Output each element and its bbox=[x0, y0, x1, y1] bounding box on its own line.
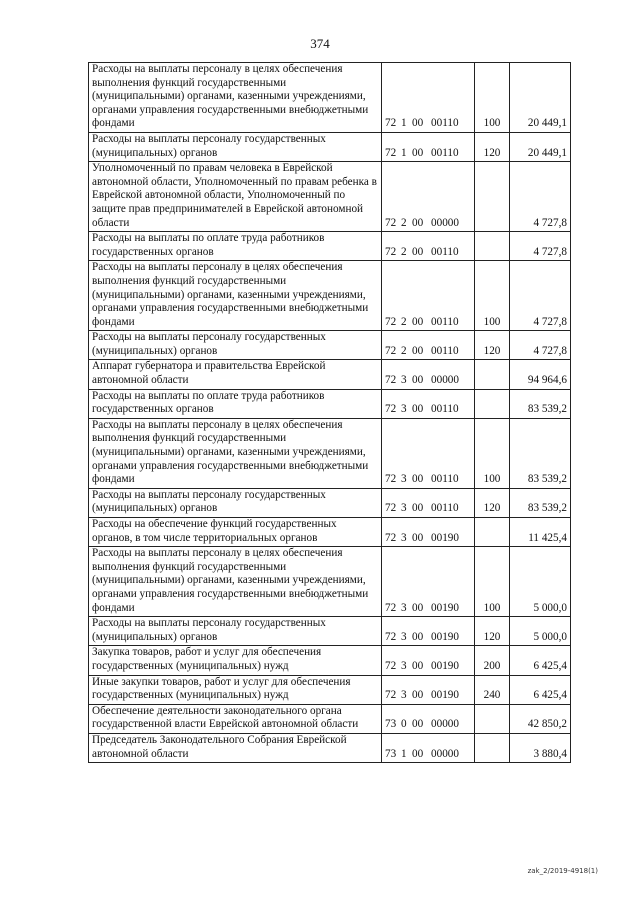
code-direction: 00190 bbox=[431, 630, 459, 643]
code-direction: 00000 bbox=[431, 747, 459, 760]
code-subprogram: 1 bbox=[401, 146, 407, 159]
table-row bbox=[89, 547, 571, 617]
table-row bbox=[89, 518, 571, 547]
code-program: 72 bbox=[385, 344, 397, 357]
code-group: 00 bbox=[412, 502, 424, 515]
amount-cell: 6 425,4 bbox=[510, 675, 571, 704]
table-row bbox=[89, 232, 571, 261]
code-subprogram: 1 bbox=[401, 747, 407, 760]
code-subprogram: 2 bbox=[401, 245, 407, 258]
code-group: 00 bbox=[412, 374, 424, 387]
target-article-code-cell bbox=[382, 232, 475, 261]
expense-type-cell bbox=[475, 162, 510, 232]
budget-table bbox=[88, 62, 571, 763]
code-program: 72 bbox=[385, 689, 397, 702]
code-group: 00 bbox=[412, 718, 424, 731]
amount-cell: 83 539,2 bbox=[510, 488, 571, 517]
code-group: 00 bbox=[412, 659, 424, 672]
budget-table-body bbox=[89, 63, 571, 763]
code-group: 00 bbox=[412, 117, 424, 130]
code-group: 00 bbox=[412, 245, 424, 258]
amount-cell: 83 539,2 bbox=[510, 418, 571, 488]
expense-type-cell bbox=[475, 704, 510, 733]
amount-cell: 4 727,8 bbox=[510, 162, 571, 232]
amount-cell: 20 449,1 bbox=[510, 63, 571, 133]
code-group: 00 bbox=[412, 601, 424, 614]
code-direction: 00110 bbox=[431, 146, 459, 159]
amount-cell: 11 425,4 bbox=[510, 518, 571, 547]
code-subprogram: 3 bbox=[401, 659, 407, 672]
expense-name-cell: Расходы на выплаты по оплате труда работников государственных органов bbox=[89, 232, 382, 261]
table-row bbox=[89, 389, 571, 418]
expense-name-cell: Обеспечение деятельности законодательного органа государственной власти Еврейской автономной области bbox=[89, 704, 382, 733]
code-subprogram: 3 bbox=[401, 601, 407, 614]
code-direction: 00000 bbox=[431, 718, 459, 731]
code-program: 72 bbox=[385, 659, 397, 672]
expense-type-cell bbox=[475, 389, 510, 418]
expense-name-cell: Иные закупки товаров, работ и услуг для обеспечения государственных (муниципальных) нужд bbox=[89, 675, 382, 704]
code-subprogram: 3 bbox=[401, 374, 407, 387]
table-row bbox=[89, 617, 571, 646]
code-program: 73 bbox=[385, 718, 397, 731]
code-group: 00 bbox=[412, 315, 424, 328]
code-group: 00 bbox=[412, 216, 424, 229]
code-direction: 00110 bbox=[431, 502, 459, 515]
code-direction: 00000 bbox=[431, 216, 459, 229]
code-program: 72 bbox=[385, 473, 397, 486]
code-direction: 00190 bbox=[431, 531, 459, 544]
table-row bbox=[89, 733, 571, 762]
page-number: 374 bbox=[310, 36, 330, 51]
expense-type-cell: 240 bbox=[475, 675, 510, 704]
expense-type-cell: 120 bbox=[475, 132, 510, 161]
code-subprogram: 2 bbox=[401, 344, 407, 357]
code-program: 72 bbox=[385, 146, 397, 159]
code-group: 00 bbox=[412, 531, 424, 544]
code-group: 00 bbox=[412, 473, 424, 486]
code-group: 00 bbox=[412, 630, 424, 643]
code-subprogram: 3 bbox=[401, 531, 407, 544]
target-article-code-cell bbox=[382, 162, 475, 232]
table-row bbox=[89, 704, 571, 733]
code-subprogram: 1 bbox=[401, 117, 407, 130]
code-group: 00 bbox=[412, 344, 424, 357]
code-program: 72 bbox=[385, 601, 397, 614]
code-direction: 00190 bbox=[431, 659, 459, 672]
expense-name-cell: Расходы на обеспечение функций государственных органов, в том числе территориальных органов bbox=[89, 518, 382, 547]
code-direction: 00110 bbox=[431, 245, 459, 258]
code-subprogram: 3 bbox=[401, 403, 407, 416]
expense-type-cell: 200 bbox=[475, 646, 510, 675]
expense-name-cell: Уполномоченный по правам человека в Еврейской автономной области, Уполномоченный по правам ребенка в Еврейской автономной области, Уполномоченный по защите прав предпринимателей в Еврейской автономной области bbox=[89, 162, 382, 232]
code-program: 72 bbox=[385, 216, 397, 229]
amount-cell: 5 000,0 bbox=[510, 547, 571, 617]
code-direction: 00000 bbox=[431, 374, 459, 387]
code-direction: 00190 bbox=[431, 689, 459, 702]
table-row bbox=[89, 132, 571, 161]
code-program: 72 bbox=[385, 630, 397, 643]
expense-name-cell: Расходы на выплаты персоналу государственных (муниципальных) органов bbox=[89, 132, 382, 161]
target-article-code-cell bbox=[382, 331, 475, 360]
code-subprogram: 2 bbox=[401, 216, 407, 229]
target-article-code-cell bbox=[382, 389, 475, 418]
expense-name-cell: Председатель Законодательного Собрания Еврейской автономной области bbox=[89, 733, 382, 762]
code-program: 72 bbox=[385, 315, 397, 328]
target-article-code-cell bbox=[382, 488, 475, 517]
amount-cell: 83 539,2 bbox=[510, 389, 571, 418]
expense-name-cell: Расходы на выплаты персоналу в целях обеспечения выполнения функций государственными (муниципальными) органами, казенными учреждениями, органами управления государственными внебюджетными фондами bbox=[89, 547, 382, 617]
target-article-code-cell bbox=[382, 360, 475, 389]
target-article-code-cell bbox=[382, 518, 475, 547]
target-article-code-cell bbox=[382, 132, 475, 161]
amount-cell: 3 880,4 bbox=[510, 733, 571, 762]
expense-type-cell: 100 bbox=[475, 261, 510, 331]
expense-name-cell: Расходы на выплаты персоналу государственных (муниципальных) органов bbox=[89, 331, 382, 360]
code-direction: 00110 bbox=[431, 473, 459, 486]
expense-type-cell: 120 bbox=[475, 617, 510, 646]
expense-name-cell: Аппарат губернатора и правительства Еврейской автономной области bbox=[89, 360, 382, 389]
amount-cell: 4 727,8 bbox=[510, 232, 571, 261]
expense-type-cell: 100 bbox=[475, 547, 510, 617]
table-row bbox=[89, 360, 571, 389]
expense-name-cell: Расходы на выплаты персоналу государственных (муниципальных) органов bbox=[89, 488, 382, 517]
code-subprogram: 3 bbox=[401, 473, 407, 486]
code-program: 72 bbox=[385, 374, 397, 387]
expense-type-cell: 100 bbox=[475, 418, 510, 488]
code-program: 72 bbox=[385, 502, 397, 515]
code-program: 72 bbox=[385, 245, 397, 258]
code-group: 00 bbox=[412, 403, 424, 416]
expense-type-cell: 100 bbox=[475, 63, 510, 133]
expense-name-cell: Расходы на выплаты персоналу государственных (муниципальных) органов bbox=[89, 617, 382, 646]
expense-name-cell: Расходы на выплаты по оплате труда работников государственных органов bbox=[89, 389, 382, 418]
target-article-code-cell bbox=[382, 733, 475, 762]
table-row bbox=[89, 488, 571, 517]
target-article-code-cell bbox=[382, 617, 475, 646]
table-row bbox=[89, 261, 571, 331]
expense-name-cell: Расходы на выплаты персоналу в целях обеспечения выполнения функций государственными (муниципальными) органами, казенными учреждениями, органами управления государственными внебюджетными фондами bbox=[89, 261, 382, 331]
code-group: 00 bbox=[412, 146, 424, 159]
table-row bbox=[89, 162, 571, 232]
amount-cell: 42 850,2 bbox=[510, 704, 571, 733]
target-article-code-cell bbox=[382, 63, 475, 133]
amount-cell: 4 727,8 bbox=[510, 261, 571, 331]
code-subprogram: 2 bbox=[401, 315, 407, 328]
expense-name-cell: Расходы на выплаты персоналу в целях обеспечения выполнения функций государственными (муниципальными) органами, казенными учреждениями, органами управления государственными внебюджетными фондами bbox=[89, 418, 382, 488]
code-subprogram: 0 bbox=[401, 718, 407, 731]
target-article-code-cell bbox=[382, 704, 475, 733]
code-program: 72 bbox=[385, 403, 397, 416]
expense-name-cell: Закупка товаров, работ и услуг для обеспечения государственных (муниципальных) нужд bbox=[89, 646, 382, 675]
code-direction: 00190 bbox=[431, 601, 459, 614]
code-subprogram: 3 bbox=[401, 689, 407, 702]
expense-type-cell bbox=[475, 360, 510, 389]
amount-cell: 6 425,4 bbox=[510, 646, 571, 675]
table-row bbox=[89, 675, 571, 704]
code-direction: 00110 bbox=[431, 315, 459, 328]
amount-cell: 20 449,1 bbox=[510, 132, 571, 161]
expense-type-cell bbox=[475, 232, 510, 261]
table-row bbox=[89, 63, 571, 133]
code-subprogram: 3 bbox=[401, 630, 407, 643]
code-program: 73 bbox=[385, 747, 397, 760]
table-row bbox=[89, 418, 571, 488]
target-article-code-cell bbox=[382, 675, 475, 704]
code-direction: 00110 bbox=[431, 344, 459, 357]
expense-type-cell: 120 bbox=[475, 488, 510, 517]
code-group: 00 bbox=[412, 689, 424, 702]
document-reference: zak_2/2019-4918(1) bbox=[527, 867, 598, 875]
table-row bbox=[89, 646, 571, 675]
amount-cell: 5 000,0 bbox=[510, 617, 571, 646]
code-group: 00 bbox=[412, 747, 424, 760]
expense-type-cell: 120 bbox=[475, 331, 510, 360]
amount-cell: 94 964,6 bbox=[510, 360, 571, 389]
target-article-code-cell bbox=[382, 547, 475, 617]
target-article-code-cell bbox=[382, 646, 475, 675]
amount-cell: 4 727,8 bbox=[510, 331, 571, 360]
expense-name-cell: Расходы на выплаты персоналу в целях обеспечения выполнения функций государственными (муниципальными) органами, казенными учреждениями, органами управления государственными внебюджетными фондами bbox=[89, 63, 382, 133]
code-program: 72 bbox=[385, 117, 397, 130]
expense-type-cell bbox=[475, 518, 510, 547]
expense-type-cell bbox=[475, 733, 510, 762]
code-direction: 00110 bbox=[431, 117, 459, 130]
table-row bbox=[89, 331, 571, 360]
code-direction: 00110 bbox=[431, 403, 459, 416]
code-subprogram: 3 bbox=[401, 502, 407, 515]
code-program: 72 bbox=[385, 531, 397, 544]
target-article-code-cell bbox=[382, 418, 475, 488]
target-article-code-cell bbox=[382, 261, 475, 331]
